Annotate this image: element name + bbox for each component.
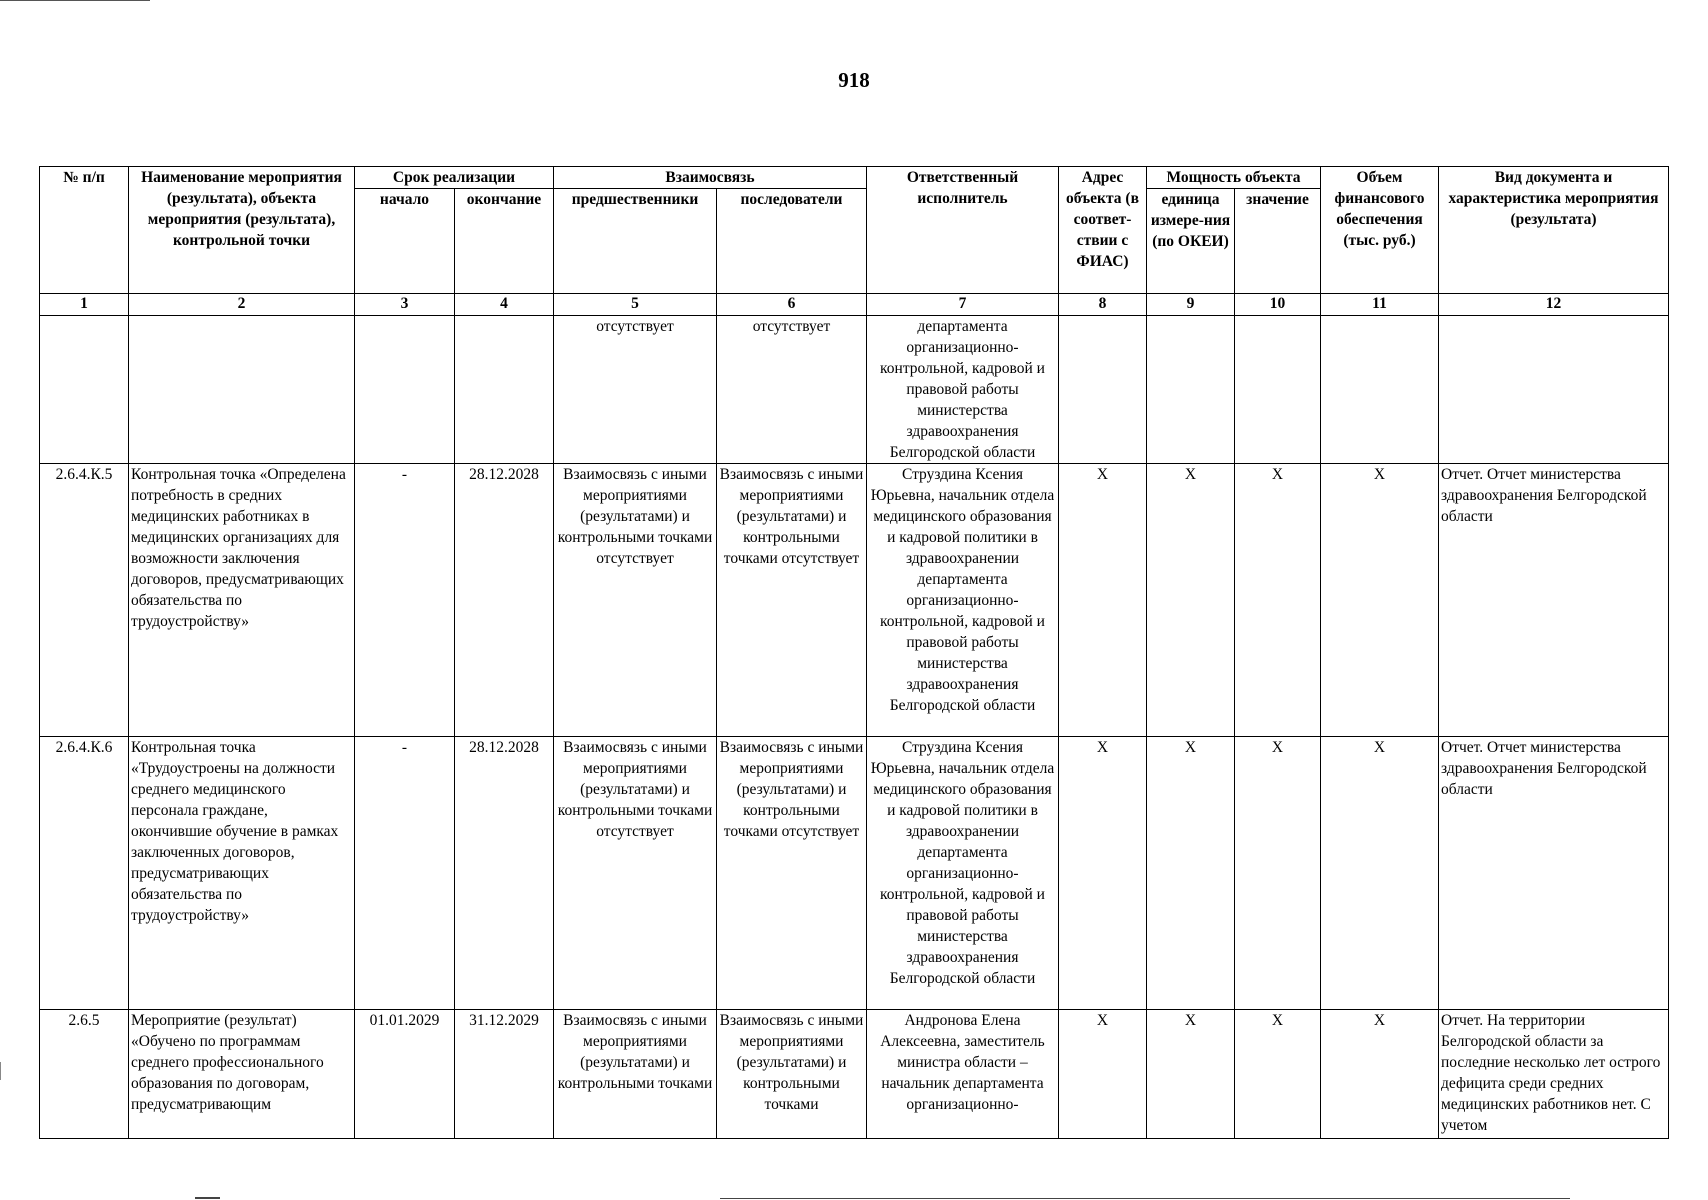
cell-responsible: Андронова Елена Алексеевна, заместитель министра области – начальник департамента организационно-	[867, 1010, 1059, 1139]
cell-responsible: Струздина Ксения Юрьевна, начальник отдела медицинского образования и кадровой политики в здравоохранении департамента организационно-контрольной, кадровой и правовой работы министерства здравоохранения Белгородской области	[867, 737, 1059, 1010]
header-address: Адрес объекта (в соответ-ствии с ФИАС)	[1059, 167, 1147, 294]
col-number: 12	[1439, 294, 1669, 316]
cell-num	[40, 316, 129, 464]
header-predecessors: предшественники	[554, 189, 717, 294]
col-number: 8	[1059, 294, 1147, 316]
header-responsible: Ответственный исполнитель	[867, 167, 1059, 294]
cell-predecessors: отсутствует	[554, 316, 717, 464]
col-number: 5	[554, 294, 717, 316]
scan-edge-top	[0, 0, 150, 1]
header-capacity: Мощность объекта	[1147, 167, 1321, 189]
col-number: 7	[867, 294, 1059, 316]
col-number: 11	[1321, 294, 1439, 316]
header-successors: последователи	[717, 189, 867, 294]
cell-predecessors: Взаимосвязь с иными мероприятиями (результатами) и контрольными точками отсутствует	[554, 464, 717, 737]
col-number: 2	[129, 294, 355, 316]
cell-value: X	[1235, 1010, 1321, 1139]
cell-value: X	[1235, 464, 1321, 737]
cell-start: -	[355, 737, 455, 1010]
header-unit: единица измере-ния (по ОКЕИ)	[1147, 189, 1235, 294]
header-period: Срок реализации	[355, 167, 554, 189]
cell-predecessors: Взаимосвязь с иными мероприятиями (результатами) и контрольными точками	[554, 1010, 717, 1139]
cell-num: 2.6.4.К.6	[40, 737, 129, 1010]
cell-end: 31.12.2029	[455, 1010, 554, 1139]
table-row	[40, 1010, 1669, 1139]
cell-successors: Взаимосвязь с иными мероприятиями (результатами) и контрольными точками	[717, 1010, 867, 1139]
cell-predecessors: Взаимосвязь с иными мероприятиями (результатами) и контрольными точками отсутствует	[554, 737, 717, 1010]
cell-start: 01.01.2029	[355, 1010, 455, 1139]
cell-document: Отчет. Отчет министерства здравоохранения Белгородской области	[1439, 737, 1669, 1010]
cell-successors: отсутствует	[717, 316, 867, 464]
header-start: начало	[355, 189, 455, 294]
header-row-1	[40, 167, 1669, 189]
cell-value: X	[1235, 737, 1321, 1010]
plan-table	[39, 166, 1669, 1139]
cell-end: 28.12.2028	[455, 464, 554, 737]
cell-value	[1235, 316, 1321, 464]
cell-document: Отчет. На территории Белгородской области за последние несколько лет острого дефицита среди средних медицинских работников нет. С учетом	[1439, 1010, 1669, 1139]
cell-financing: X	[1321, 737, 1439, 1010]
col-number: 1	[40, 294, 129, 316]
cell-address: X	[1059, 464, 1147, 737]
cell-name: Контрольная точка «Трудоустроены на должности среднего медицинского персонала граждане, окончившие обучение в рамках заключенных договоров, предусматривающих обязательства по трудоустройству»	[129, 737, 355, 1010]
cell-start: -	[355, 464, 455, 737]
header-value: значение	[1235, 189, 1321, 294]
cell-address: X	[1059, 1010, 1147, 1139]
col-number: 10	[1235, 294, 1321, 316]
scan-edge-left	[0, 1062, 1, 1080]
col-number: 6	[717, 294, 867, 316]
scan-edge-bottom	[720, 1198, 1570, 1199]
table-row	[40, 316, 1669, 464]
table-row	[40, 737, 1669, 1010]
cell-num: 2.6.5	[40, 1010, 129, 1139]
cell-name	[129, 316, 355, 464]
cell-financing	[1321, 316, 1439, 464]
scan-edge-bottom-short	[195, 1197, 220, 1199]
cell-address: X	[1059, 737, 1147, 1010]
col-number: 9	[1147, 294, 1235, 316]
col-number: 4	[455, 294, 554, 316]
cell-name: Мероприятие (результат) «Обучено по программам среднего профессионального образования по договорам, предусматривающим	[129, 1010, 355, 1139]
cell-unit	[1147, 316, 1235, 464]
page-number: 918	[838, 68, 870, 92]
header-document: Вид документа и характеристика мероприятия (результата)	[1439, 167, 1669, 294]
cell-successors: Взаимосвязь с иными мероприятиями (результатами) и контрольными точками отсутствует	[717, 464, 867, 737]
cell-num: 2.6.4.К.5	[40, 464, 129, 737]
cell-start	[355, 316, 455, 464]
cell-responsible: Струздина Ксения Юрьевна, начальник отдела медицинского образования и кадровой политики в здравоохранении департамента организационно-контрольной, кадровой и правовой работы министерства здравоохранения Белгородской области	[867, 464, 1059, 737]
cell-financing: X	[1321, 1010, 1439, 1139]
cell-responsible: департамента организационно-контрольной, кадровой и правовой работы министерства здравоохранения Белгородской области	[867, 316, 1059, 464]
column-numbers-row	[40, 294, 1669, 316]
cell-financing: X	[1321, 464, 1439, 737]
cell-unit: X	[1147, 464, 1235, 737]
header-link: Взаимосвязь	[554, 167, 867, 189]
cell-end: 28.12.2028	[455, 737, 554, 1010]
header-end: окончание	[455, 189, 554, 294]
col-number: 3	[355, 294, 455, 316]
cell-document: Отчет. Отчет министерства здравоохранения Белгородской области	[1439, 464, 1669, 737]
cell-document	[1439, 316, 1669, 464]
cell-end	[455, 316, 554, 464]
cell-unit: X	[1147, 1010, 1235, 1139]
table-row	[40, 464, 1669, 737]
cell-unit: X	[1147, 737, 1235, 1010]
cell-address	[1059, 316, 1147, 464]
cell-name: Контрольная точка «Определена потребность в средних медицинских работниках в медицинских организациях для возможности заключения договоров, предусматривающих обязательства по трудоустройству»	[129, 464, 355, 737]
header-financing: Объем финансового обеспечения (тыс. руб.)	[1321, 167, 1439, 294]
header-name: Наименование мероприятия (результата), объекта мероприятия (результата), контрольной точки	[129, 167, 355, 294]
header-num: № п/п	[40, 167, 129, 294]
cell-successors: Взаимосвязь с иными мероприятиями (результатами) и контрольными точками отсутствует	[717, 737, 867, 1010]
